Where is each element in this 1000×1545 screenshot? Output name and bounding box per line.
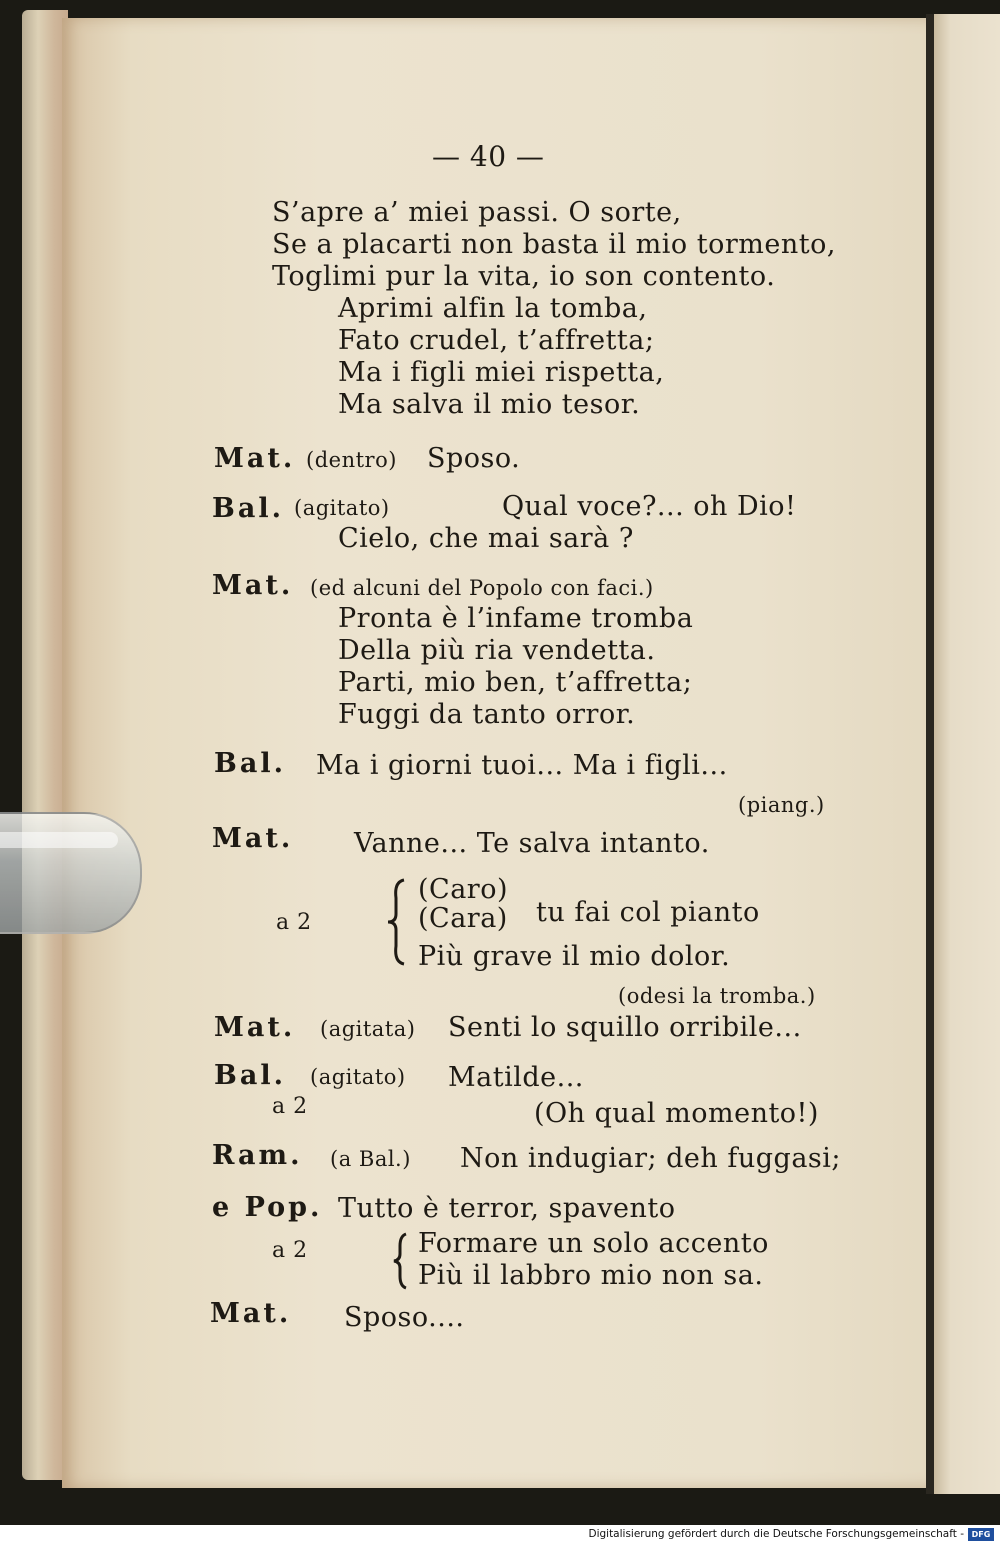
verse-line: S’apre a’ miei passi. O sorte, (272, 197, 682, 228)
verse-line: Fato crudel, t’affretta; (338, 325, 655, 356)
verse-line: (Caro) (418, 874, 508, 905)
duet-label: a 2 (276, 910, 312, 935)
stage-direction: (agitato) (294, 496, 390, 520)
verse-line: Tutto è terror, spavento (338, 1193, 676, 1224)
duet-label: a 2 (272, 1094, 308, 1119)
verse-line: Ma i figli miei rispetta, (338, 357, 665, 388)
verse-line: Pronta è l’infame tromba (338, 603, 694, 634)
stage-direction: (dentro) (306, 448, 397, 472)
speaker-name: Mat. (210, 1298, 292, 1329)
stage-direction: (odesi la tromba.) (618, 984, 816, 1008)
footer-credit: Digitalisierung gefördert durch die Deutsche Forschungsgemeinschaft - (588, 1528, 964, 1540)
verse-line: Aprimi alfin la tomba, (338, 293, 648, 324)
verse-line: Cielo, che mai sarà ? (338, 523, 634, 554)
speaker-name: Ram. (212, 1140, 303, 1171)
speaker-name: e Pop. (212, 1192, 323, 1223)
page-number: — 40 — (432, 140, 545, 173)
verse-line: Parti, mio ben, t’affretta; (338, 667, 693, 698)
brace-icon (386, 878, 410, 966)
verse-line: Toglimi pur la vita, io son contento. (272, 261, 776, 292)
verse-line: Ma salva il mio tesor. (338, 389, 641, 420)
speaker-name: Bal. (214, 748, 286, 779)
speaker-name: Bal. (212, 493, 284, 524)
verse-line: Formare un solo accento (418, 1228, 769, 1259)
stage-direction: (agitata) (320, 1017, 416, 1041)
verse-line: Qual voce?... oh Dio! (502, 491, 797, 522)
speaker-name: Bal. (214, 1060, 286, 1091)
stage-direction: (ed alcuni del Popolo con faci.) (310, 576, 654, 600)
stage-direction: (agitato) (310, 1065, 406, 1089)
speaker-name: Mat. (214, 1012, 296, 1043)
speaker-name: Mat. (212, 823, 294, 854)
verse-line: Non indugiar; deh fuggasi; (460, 1143, 842, 1174)
verse-line: Ma i giorni tuoi... Ma i figli... (316, 750, 728, 781)
verse-line: tu fai col pianto (536, 897, 760, 928)
verse-line: Più grave il mio dolor. (418, 941, 731, 972)
verse-line: Vanne... Te salva intanto. (354, 828, 710, 859)
footer-bar (0, 1525, 1000, 1545)
verse-line: Più il labbro mio non sa. (418, 1260, 764, 1291)
stage-direction: (a Bal.) (330, 1147, 411, 1171)
verse-line: Matilde... (448, 1062, 584, 1093)
speaker-name: Mat. (212, 570, 294, 601)
verse-line: (Oh qual momento!) (534, 1098, 819, 1129)
verse-line: Se a placarti non basta il mio tormento, (272, 229, 836, 260)
verse-line: Fuggi da tanto orror. (338, 699, 636, 730)
dfg-logo: DFG (968, 1528, 994, 1541)
verse-line: Senti lo squillo orribile... (448, 1012, 802, 1043)
verse-line: Sposo.... (344, 1302, 465, 1333)
verse-line: Sposo. (427, 443, 521, 474)
brace-icon (392, 1232, 412, 1290)
speaker-name: Mat. (214, 443, 296, 474)
duet-label: a 2 (272, 1238, 308, 1263)
verse-line: (Cara) (418, 903, 508, 934)
verse-line: Della più ria vendetta. (338, 635, 656, 666)
stage-direction: (piang.) (738, 793, 825, 817)
